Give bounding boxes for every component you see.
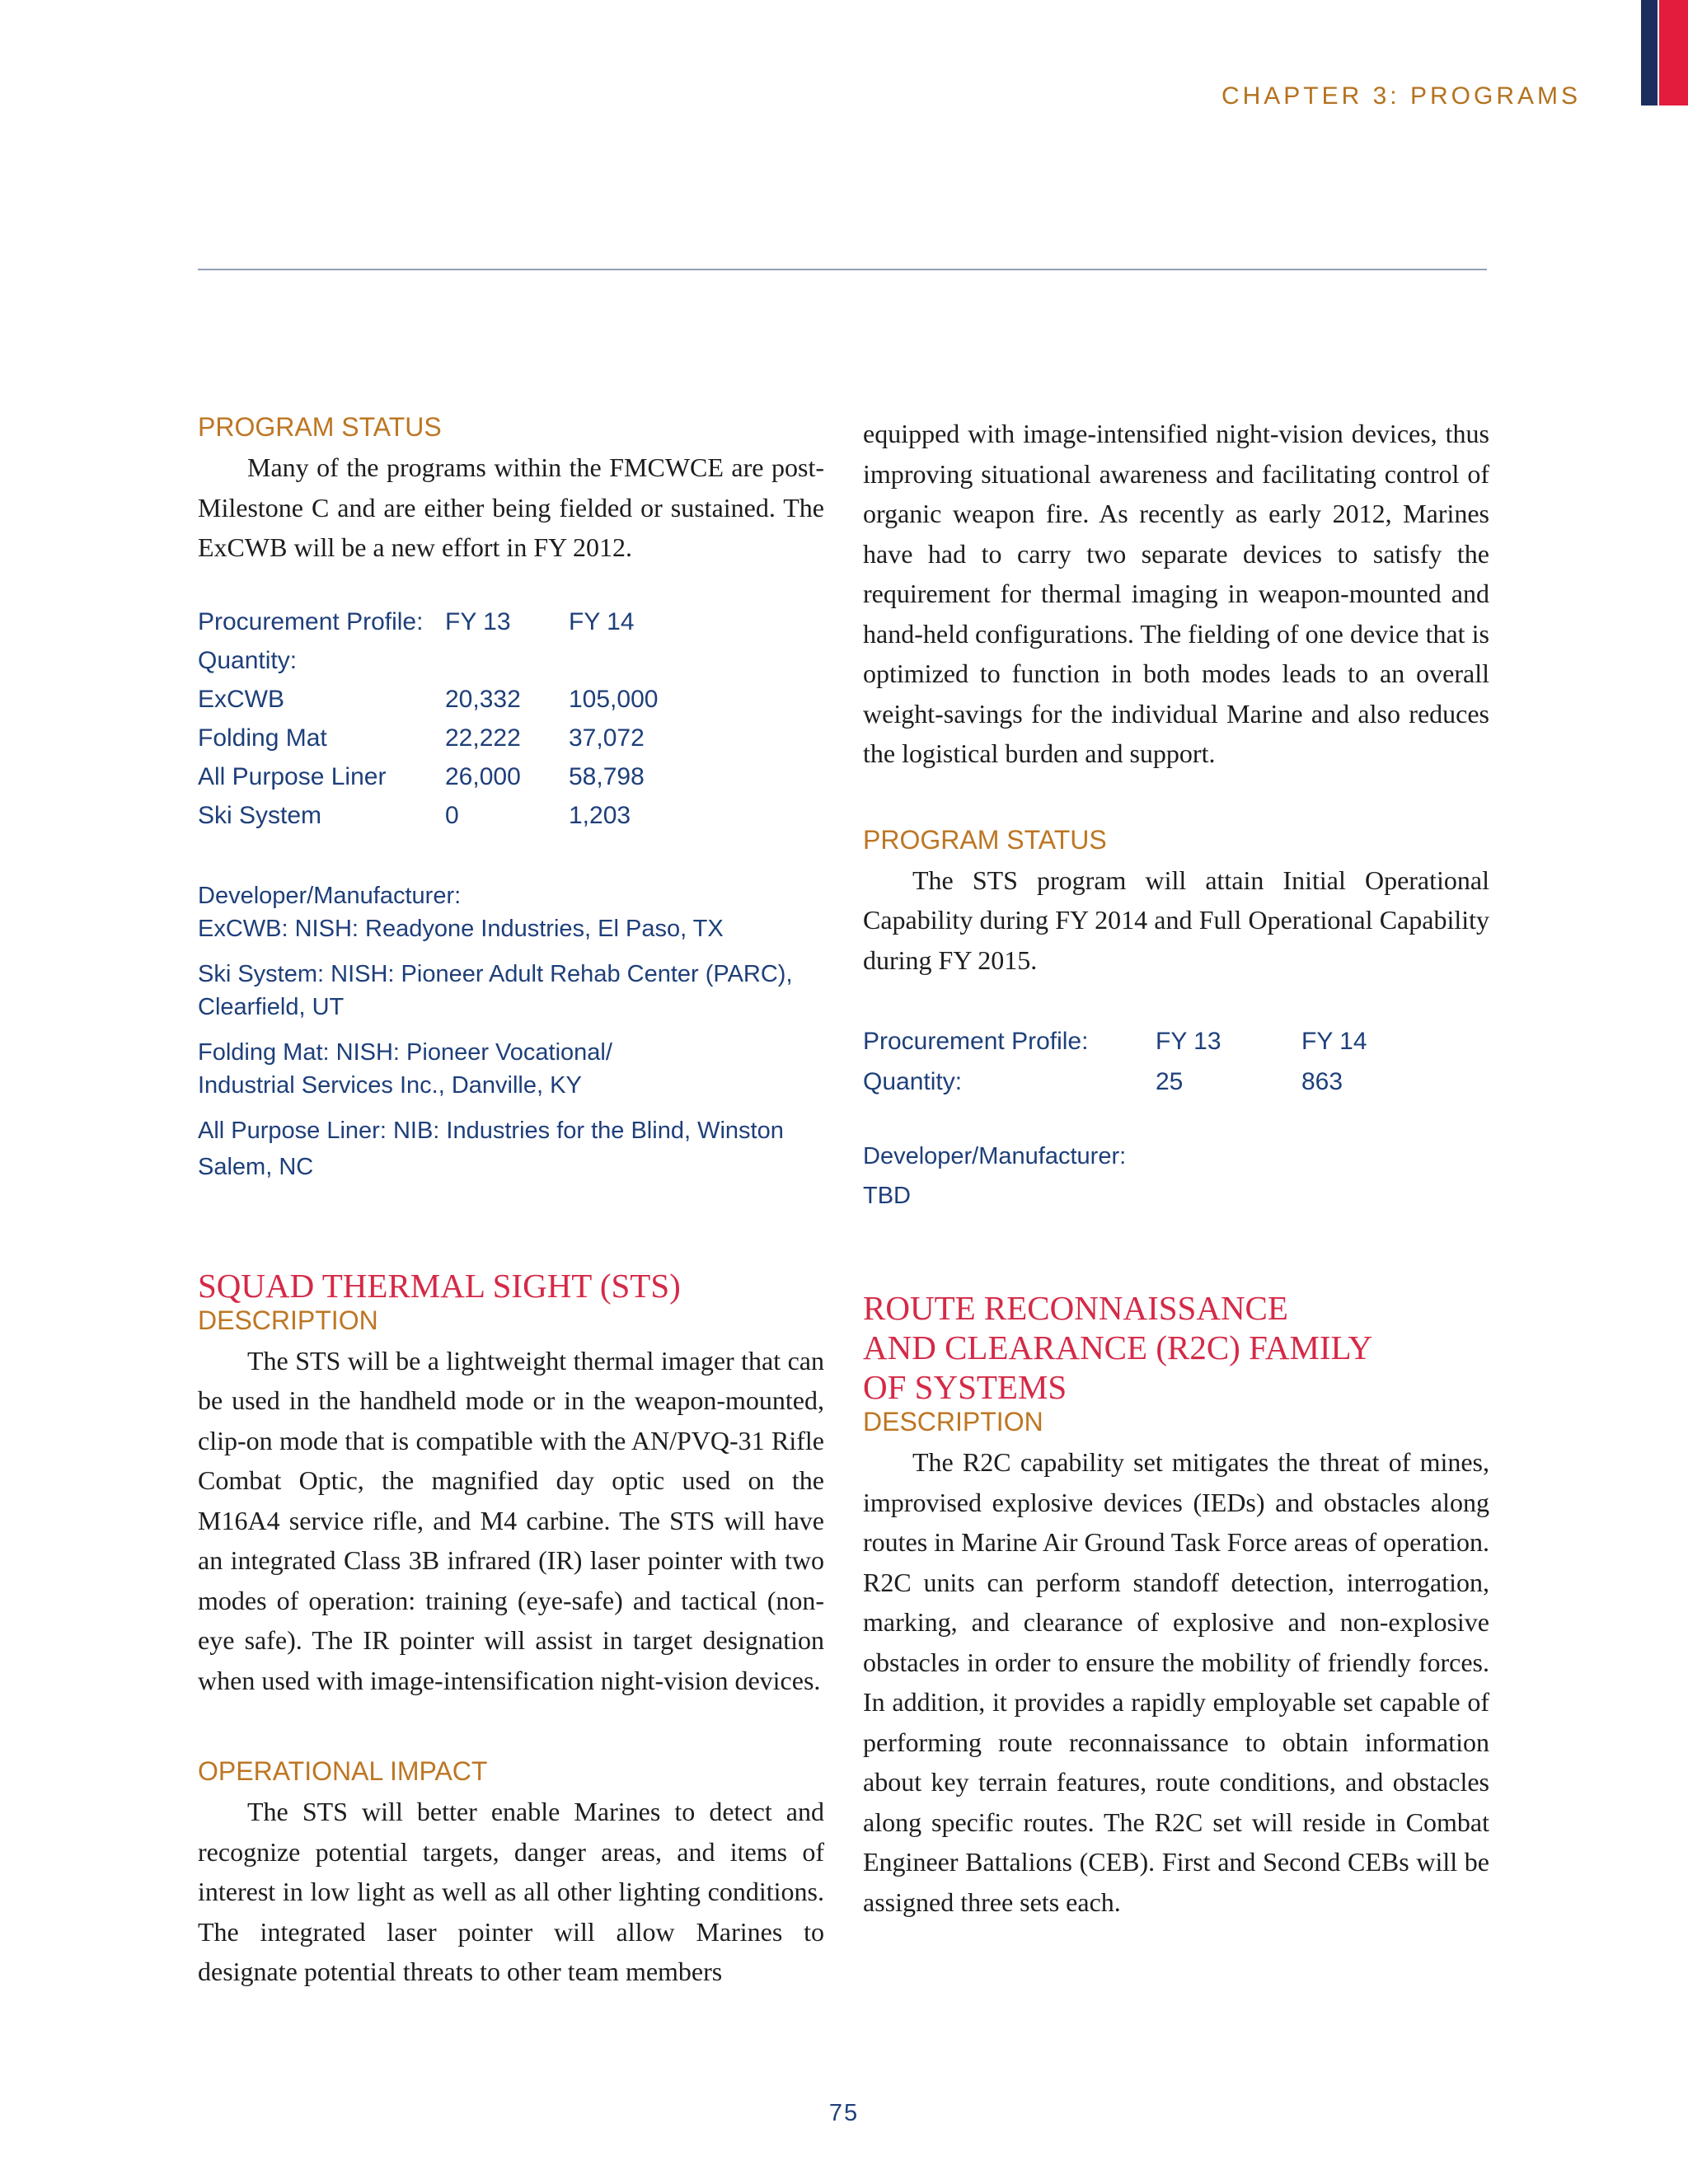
- row-fy14: 58,798: [569, 763, 645, 790]
- row-fy13: 22,222: [445, 724, 521, 752]
- left-column: [198, 412, 824, 1992]
- procurement-table: [198, 603, 701, 836]
- table-row: [198, 758, 701, 797]
- developer-label: Developer/Manufacturer:: [863, 1143, 1127, 1169]
- r2c-title: [863, 1288, 1489, 1407]
- quantity-fy13: 25: [1156, 1067, 1184, 1095]
- developer-line: Clearfield, UT: [198, 993, 345, 1020]
- chapter-header: CHAPTER 3: PROGRAMS: [1221, 82, 1581, 110]
- red-edge-bar: [1659, 0, 1688, 105]
- r2c-description-text: The R2C capability set mitigates the threat of mines, improvised explosive devices (IEDs) and obstacles along routes in Marine Air Ground Task Force areas of operation. R2C units can perform standoff detection, interrogation, marking, and clearance of explosive and non-explosive obstacles in order to ensure the mobility of friendly forces. In addition, it provides a rapidly employable set capable of performing route reconnaissance to obtain information about key terrain features, route conditions, and obstacles along specific routes. The R2C set will reside in Combat Engineer Battalions (CEB). First and Second CEBs will be assigned three sets each.: [863, 1447, 1489, 1917]
- table-row: [198, 642, 701, 681]
- developer-block: [198, 879, 824, 1183]
- quantity-fy14: 863: [1301, 1067, 1343, 1095]
- right-column: [863, 414, 1489, 1922]
- program-status-heading: PROGRAM STATUS: [198, 412, 442, 442]
- table-row: [198, 681, 701, 719]
- sts-title: SQUAD THERMAL SIGHT (STS): [198, 1266, 681, 1305]
- developer-line: Folding Mat: NISH: Pioneer Vocational/: [198, 1038, 612, 1066]
- row-fy13: 20,332: [445, 686, 521, 713]
- row-fy14: 37,072: [569, 724, 645, 752]
- operational-impact-text: The STS will better enable Marines to detect and recognize potential targets, danger areas, and items of interest in low light as well as all other lighting conditions. The integrated laser pointer will allow Marines to designate potential threats to other team members: [198, 1797, 824, 1986]
- table-row: [198, 797, 701, 836]
- r2c-title-line: ROUTE RECONNAISSANCE: [863, 1289, 1288, 1327]
- sts-procurement-table: [863, 1021, 1425, 1102]
- row-name: ExCWB: [198, 686, 284, 713]
- r2c-description-heading: DESCRIPTION: [863, 1407, 1043, 1436]
- row-name: Folding Mat: [198, 724, 327, 752]
- procurement-label: Procurement Profile:: [863, 1027, 1089, 1055]
- sts-program-status-heading: PROGRAM STATUS: [863, 824, 1107, 855]
- fy13-header: FY 13: [445, 608, 511, 635]
- blue-edge-bar: [1641, 0, 1658, 105]
- operational-impact-continued: equipped with image-intensified night-vision devices, thus improving situational awareness and facilitating control of organic weapon fire. As recently as early 2012, Marines have had to carry two separate devices to satisfy the requirement for thermal imaging in weapon-mounted and hand-held configurations. The fielding of one device that is optimized to function in both modes leads to an overall weight-savings for the individual Marine and also reduces the logistical burden and support.: [863, 419, 1489, 768]
- program-status-text: Many of the programs within the FMCWCE are post-Milestone C and are either being fielded or sustained. The ExCWB will be a new effort in FY 2012.: [198, 452, 824, 562]
- procurement-label: Procurement Profile:: [198, 608, 424, 635]
- sts-program-status-text: The STS program will attain Initial Operational Capability during FY 2014 and Full Operational Capability during FY 2015.: [863, 865, 1489, 975]
- developer-line: All Purpose Liner: NIB: Industries for the Blind, Winston: [198, 1117, 784, 1144]
- r2c-title-line: OF SYSTEMS: [863, 1368, 1067, 1406]
- quantity-label: Quantity:: [198, 647, 298, 674]
- sts-developer-block: [863, 1137, 1489, 1216]
- developer-line: ExCWB: NISH: Readyone Industries, El Paso, TX: [198, 915, 724, 942]
- table-row: [198, 719, 701, 758]
- table-row: [198, 603, 701, 642]
- page-number: 75: [828, 2100, 860, 2126]
- developer-label: Developer/Manufacturer:: [198, 882, 462, 909]
- row-name: Ski System: [198, 802, 322, 829]
- developer-value: TBD: [863, 1183, 911, 1209]
- developer-line: Salem, NC: [198, 1153, 314, 1180]
- developer-line: Ski System: NISH: Pioneer Adult Rehab Center (PARC),: [198, 960, 793, 987]
- sts-description-heading: DESCRIPTION: [198, 1305, 378, 1335]
- row-name: All Purpose Liner: [198, 763, 387, 790]
- table-row: [863, 1062, 1425, 1102]
- table-row: [863, 1021, 1425, 1062]
- sts-description-text: The STS will be a lightweight thermal imager that can be used in the handheld mode or in the weapon-mounted, clip-on mode that is compatible with the AN/PVQ-31 Rifle Combat Optic, the magnified day optic used on the M16A4 service rifle, and M4 carbine. The STS will have an integrated Class 3B infrared (IR) laser pointer with two modes of operation: training (eye-safe) and tactical (non-eye safe). The IR pointer will assist in target designation when used with image-intensification night-vision devices.: [198, 1345, 824, 1695]
- r2c-title-line: AND CLEARANCE (R2C) FAMILY: [863, 1329, 1373, 1366]
- operational-impact-heading: OPERATIONAL IMPACT: [198, 1756, 488, 1786]
- row-fy14: 1,203: [569, 802, 631, 829]
- edge-tab: [1606, 0, 1688, 105]
- row-fy13: 0: [445, 802, 459, 829]
- quantity-label: Quantity:: [863, 1067, 963, 1095]
- fy14-header: FY 14: [1301, 1027, 1367, 1055]
- row-fy14: 105,000: [569, 686, 659, 713]
- row-fy13: 26,000: [445, 763, 521, 790]
- developer-line: Industrial Services Inc., Danville, KY: [198, 1071, 582, 1099]
- header-rule: [198, 269, 1487, 270]
- fy14-header: FY 14: [569, 608, 635, 635]
- fy13-header: FY 13: [1156, 1027, 1221, 1055]
